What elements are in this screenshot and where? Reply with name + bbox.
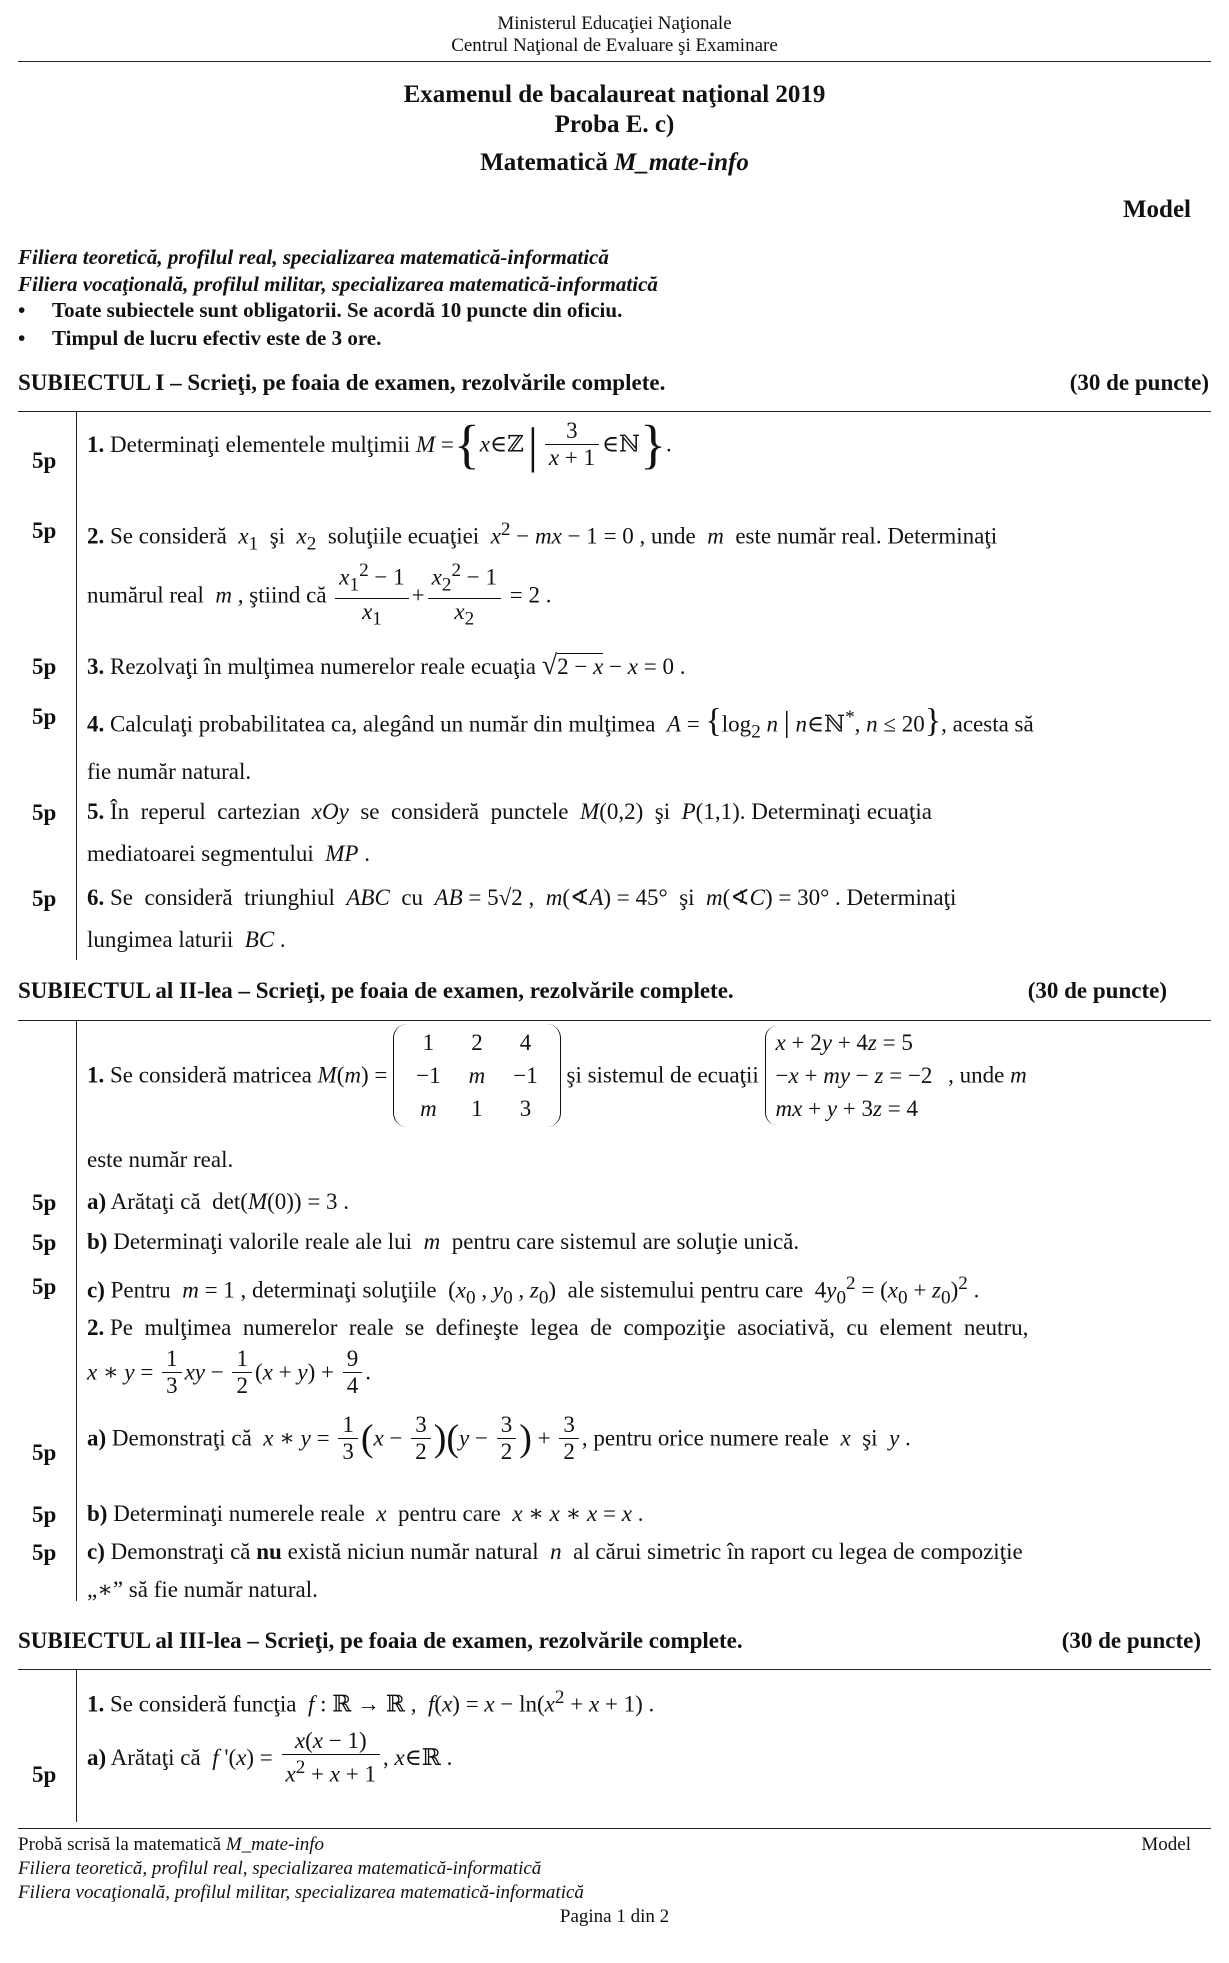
- problem-3-1a: a) Arătaţi că f '(x) = $\frac{x(x - 1)}{x^2 + x + 1}$ , x∈ℝ .: [87, 1728, 453, 1787]
- score-label: 5p: [32, 654, 57, 679]
- subiect3-points: (30 de puncte): [1061, 1628, 1201, 1653]
- exam-title: Examenul de bacalaureat naţional 2019: [403, 81, 826, 108]
- exam-proba: Proba E. c): [554, 111, 675, 138]
- problem-2-2c: c) Demonstraţi că nu există niciun număr natural n al cărui simetric în raport cu legea de compoziţie: [87, 1539, 1023, 1564]
- score-label: 5p: [32, 886, 57, 911]
- rule-time: Timpul de lucru efectiv este de 3 ore.: [52, 326, 382, 350]
- header-divider: [18, 61, 1211, 62]
- problem-2-1-cont: este număr real.: [87, 1147, 234, 1172]
- score-label: 5p: [32, 1274, 57, 1299]
- problem-2-2-law: x ∗ y = $\frac{1}{3}$ xy − $\frac{1}{2}$ (x + y) + $\frac{9}{4}$ .: [87, 1346, 371, 1398]
- matrix-m: 1 2 4 −1 m −1 m 1 3: [393, 1024, 561, 1127]
- subiect2-points: (30 de puncte): [1027, 978, 1167, 1003]
- footer-divider: [18, 1828, 1211, 1829]
- subiect2-heading: SUBIECTUL al II-lea – Scrieţi, pe foaia de examen, rezolvările complete.: [18, 978, 734, 1003]
- page-number: Pagina 1 din 2: [559, 1906, 670, 1927]
- subiect3-heading: SUBIECTUL al III-lea – Scrieţi, pe foaia de examen, rezolvările complete.: [18, 1628, 743, 1653]
- score-label: 5p: [32, 1190, 57, 1215]
- model-label: Model: [1122, 196, 1191, 223]
- problem-2-2b: b) Determinaţi numerele reale x pentru care x ∗ x ∗ x = x .: [87, 1501, 644, 1526]
- filiera-teoretica: Filiera teoretică, profilul real, specializarea matematică-informatică: [18, 245, 609, 269]
- subiect3-divider: [18, 1669, 1211, 1670]
- filiera-block: [18, 244, 658, 298]
- equation-system: x + 2y + 4z = 5 −x + my − z = −2 mx + y + 3z = 4: [765, 1026, 943, 1125]
- footer-title: Probă scrisă la matematică M_mate-info: [18, 1834, 325, 1855]
- subiect1-heading: SUBIECTUL I – Scrieţi, pe foaia de examen, rezolvările complete.: [18, 370, 666, 395]
- footer-filiera-teoretica: Filiera teoretică, profilul real, specializarea matematică-informatică: [18, 1858, 542, 1879]
- subiect3-margin-line: [76, 1670, 77, 1822]
- score-label: 5p: [32, 1502, 57, 1527]
- problem-1-6: 6. Se consideră triunghiul ABC cu AB = 5√2 , m(∢A) = 45° şi m(∢C) = 30° . Determinaţi: [87, 885, 957, 910]
- problem-2-2: 2. Pe mulţimea numerelor reale se defineşte legea de compoziţie asociativă, cu element neutru,: [87, 1315, 1029, 1340]
- bullet-icon: •: [18, 326, 26, 350]
- exam-subject: Matematică M_mate-info: [480, 149, 749, 176]
- problem-1-6-cont: lungimea laturii BC .: [87, 927, 286, 952]
- score-label: 5p: [32, 1440, 57, 1465]
- bullet-icon: •: [18, 298, 26, 322]
- footer-model: Model: [1141, 1834, 1191, 1855]
- problem-1-5: 5. În reperul cartezian xOy se consideră punctele M(0,2) şi P(1,1). Determinaţi ecuaţia: [87, 799, 932, 824]
- score-label: 5p: [32, 800, 57, 825]
- score-label: 5p: [32, 448, 57, 473]
- score-label: 5p: [32, 1540, 57, 1565]
- subiect1-points: (30 de puncte): [1069, 370, 1209, 395]
- problem-1-5-cont: mediatoarei segmentului MP .: [87, 841, 370, 866]
- problem-2-1b: b) Determinaţi valorile reale ale lui m pentru care sistemul are soluţie unică.: [87, 1229, 800, 1254]
- score-label: 5p: [32, 1762, 57, 1787]
- problem-1-2: 2. Se consideră $x_1$ şi $x_2$ soluţiile ecuaţiei $x^2$ − mx − 1 = 0 , unde m este număr real. Determinaţi: [87, 519, 998, 555]
- problem-1-4: 4. Calculaţi probabilitatea ca, alegând un număr din mulţimea $A = \{\log_2$ n | n∈ℕ*, n ≤ 20}, acesta să: [87, 702, 1034, 743]
- exam-title-block: [0, 80, 1229, 178]
- footer-filiera-vocationala: Filiera vocaţională, profilul militar, specializarea matematică-informatică: [18, 1882, 584, 1903]
- subiect1-margin-line: [76, 412, 77, 960]
- problem-1-3: 3. Rezolvaţi în mulţimea numerelor reale ecuaţia √2 − x − x = 0 .: [87, 650, 686, 681]
- subiect1-divider: [18, 411, 1211, 412]
- problem-2-2c-cont: „∗” să fie număr natural.: [87, 1577, 318, 1602]
- ministry-header: [0, 13, 1229, 57]
- problem-2-2a: a) Demonstraţi că x ∗ y = $\frac{1}{3}$ (x − $\frac{3}{2}$ )(y − $\frac{3}{2}$ ) + $\frac{3}{2}$ , pentru orice numere reale x şi y .: [87, 1412, 911, 1464]
- problem-2-1a: a) Arătaţi că det(M(0)) = 3 .: [87, 1189, 350, 1214]
- subiect2-divider: [18, 1020, 1211, 1021]
- ministry-name: Ministerul Educaţiei Naţionale: [497, 13, 732, 34]
- score-label: 5p: [32, 1230, 57, 1255]
- subiect2-margin-line: [76, 1021, 77, 1601]
- score-label: 5p: [32, 704, 57, 729]
- problem-1-2-cont: numărul real m , ştiind că $\frac{x_1^2 - 1}{x_1}$ + $\frac{x_2^2 - 1}{x_2}$ = 2 .: [87, 560, 552, 630]
- problem-1-4-cont: fie număr natural.: [87, 759, 252, 784]
- problem-2-1: 1. Se consideră matricea M(m) = 1 2 4 −1 m −1 m 1 3 şi sistemul de ecuaţii x + 2y + 4z = 5 −x + my − z = −2 mx + y + 3z = 4 , unde m: [87, 1024, 1189, 1127]
- problem-1-1: 1. Determinaţi elementele mulţimii M ={x∈ℤ| $\frac{3}{x + 1}$ ∈ℕ}.: [87, 414, 672, 475]
- filiera-vocationala: Filiera vocaţională, profilul militar, specializarea matematică-informatică: [18, 272, 658, 296]
- center-name: Centrul Naţional de Evaluare şi Examinare: [451, 35, 778, 56]
- problem-3-1: 1. Se consideră funcţia f : ℝ → ℝ , $f(x) = x - \ln(x^2 + x + 1)$ .: [87, 1687, 655, 1717]
- rule-mandatory: Toate subiectele sunt obligatorii. Se acordă 10 puncte din oficiu.: [52, 298, 623, 322]
- problem-2-1c: c) Pentru m = 1 , determinaţi soluţiile ($x_0$ , $y_0$ , $z_0$) ale sistemului pentru care $4y_0^2 = (x_0 + z_0)^2$ .: [87, 1273, 980, 1309]
- score-label: 5p: [32, 518, 57, 543]
